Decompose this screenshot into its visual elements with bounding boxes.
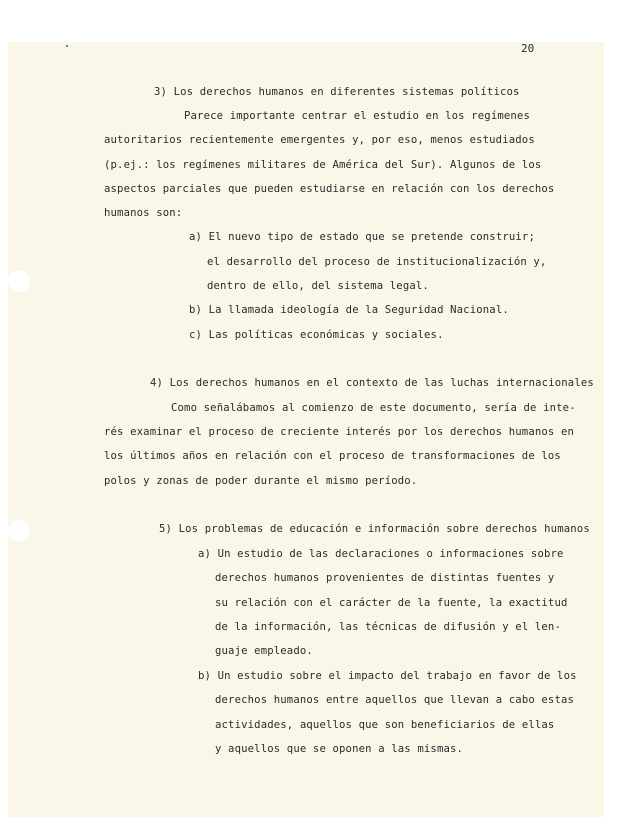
section-3-item-a-line: el desarrollo del proceso de institucionalización y,: [207, 256, 547, 268]
section-5-heading: 5) Los problemas de educación e información sobre derechos humanos: [159, 523, 590, 535]
section-3-item-c: c) Las políticas económicas y sociales.: [189, 329, 444, 341]
section-4-paragraph-line: Como señalábamos al comienzo de este documento, sería de inte-: [171, 402, 576, 414]
section-5-item-b-line: y aquellos que se oponen a las mismas.: [215, 743, 464, 755]
page-number: 20: [521, 42, 535, 55]
section-5-item-b: b) Un estudio sobre el impacto del trabajo en favor de los: [198, 670, 577, 682]
section-4-paragraph-line: los últimos años en relación con el proceso de transformaciones de los: [104, 450, 561, 462]
section-5-item-a: a) Un estudio de las declaraciones o informaciones sobre: [198, 548, 564, 560]
section-3-paragraph-line: Parece importante centrar el estudio en los regímenes: [184, 110, 530, 122]
document-page: [8, 42, 604, 817]
section-3-item-a: a) El nuevo tipo de estado que se pretende construir;: [189, 231, 535, 243]
section-5-item-a-line: su relación con el carácter de la fuente, la exactitud: [215, 597, 568, 609]
section-3-paragraph-line: autoritarios recientemente emergentes y, por eso, menos estudiados: [104, 134, 535, 146]
section-4-paragraph-line: rés examinar el proceso de creciente interés por los derechos humanos en: [104, 426, 575, 438]
section-5-item-a-line: derechos humanos provenientes de distintas fuentes y: [215, 572, 555, 584]
punch-hole-top: [8, 270, 30, 292]
section-5-item-a-line: de la información, las técnicas de difusión y el len-: [215, 621, 561, 633]
section-5-item-b-line: derechos humanos entre aquellos que llevan a cabo estas: [215, 694, 575, 706]
section-5-item-a-line: guaje empleado.: [215, 645, 313, 657]
section-3-heading: 3) Los derechos humanos en diferentes sistemas políticos: [154, 86, 520, 98]
section-4-heading: 4) Los derechos humanos en el contexto de las luchas internacionales: [150, 377, 594, 389]
section-3-paragraph-line: humanos son:: [104, 207, 183, 219]
section-3-item-a-line: dentro de ello, del sistema legal.: [207, 280, 429, 292]
punch-hole-bottom: [8, 520, 30, 542]
section-3-paragraph-line: aspectos parciales que pueden estudiarse en relación con los derechos: [104, 183, 555, 195]
section-5-item-b-line: actividades, aquellos que son beneficiarios de ellas: [215, 719, 555, 731]
ink-speck: [66, 45, 68, 47]
section-3-item-b: b) La llamada ideología de la Seguridad Nacional.: [189, 304, 509, 316]
section-4-paragraph-line: polos y zonas de poder durante el mismo período.: [104, 475, 418, 487]
section-3-paragraph-line: (p.ej.: los regímenes militares de América del Sur). Algunos de los: [104, 159, 542, 171]
